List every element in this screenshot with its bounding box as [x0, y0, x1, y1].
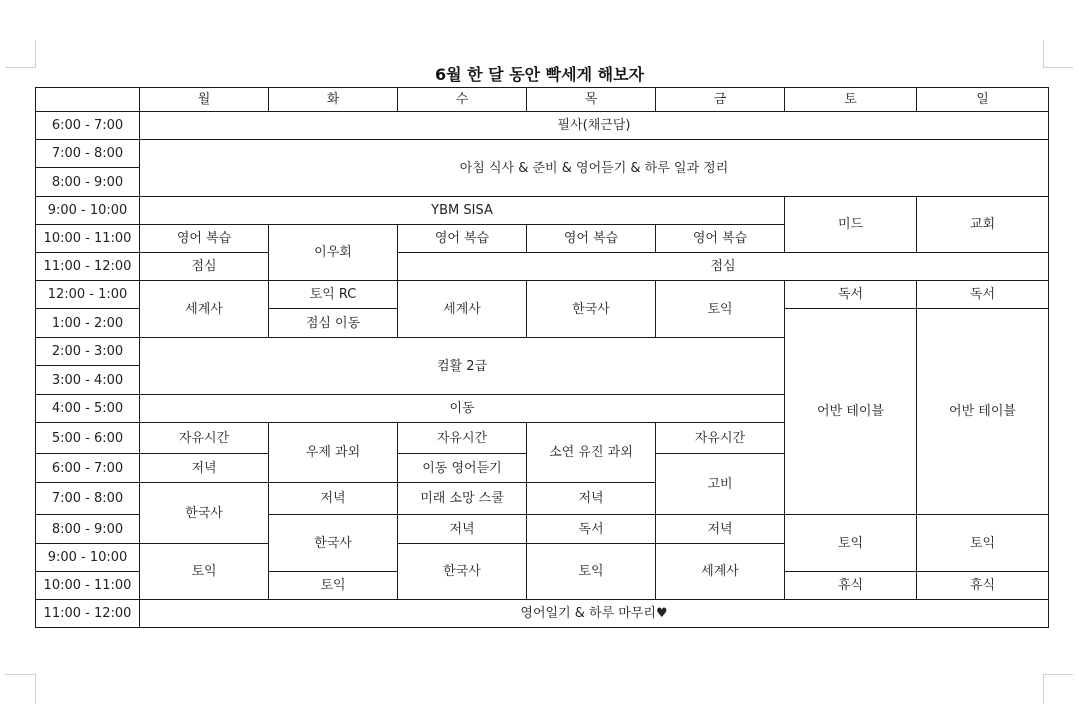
- schedule-cell: YBM SISA: [140, 197, 785, 225]
- time-cell: 10:00 - 11:00: [36, 225, 140, 253]
- schedule-cell: 미래 소망 스쿨: [398, 483, 527, 515]
- schedule-cell: 필사(채근담): [140, 112, 1049, 140]
- schedule-cell: 영어 복습: [398, 225, 527, 253]
- header-row: [36, 88, 1049, 112]
- schedule-cell: 저녁: [656, 515, 785, 544]
- schedule-cell: 자유시간: [398, 423, 527, 454]
- schedule-cell: 어반 테이블: [785, 309, 917, 515]
- schedule-cell: 독서: [527, 515, 656, 544]
- crop-mark: [1043, 674, 1044, 704]
- schedule-cell: 미드: [785, 197, 917, 253]
- schedule-cell: 토익: [785, 515, 917, 572]
- schedule-cell: 저녁: [269, 483, 398, 515]
- schedule-cell: 이우회: [269, 225, 398, 281]
- schedule-table: [35, 87, 1049, 628]
- schedule-cell: 토익: [656, 281, 785, 338]
- day-header-thu: 목: [527, 88, 656, 112]
- time-cell: 10:00 - 11:00: [36, 572, 140, 600]
- crop-mark: [35, 674, 36, 704]
- schedule-cell: 한국사: [398, 544, 527, 600]
- time-cell: 9:00 - 10:00: [36, 197, 140, 225]
- schedule-cell: 소연 유진 과외: [527, 423, 656, 483]
- time-cell: 7:00 - 8:00: [36, 483, 140, 515]
- schedule-cell: 우제 과외: [269, 423, 398, 483]
- schedule-cell: 영어일기 & 하루 마무리♥: [140, 600, 1049, 628]
- schedule-cell: 독서: [917, 281, 1049, 309]
- time-cell: 11:00 - 12:00: [36, 253, 140, 281]
- time-cell: 1:00 - 2:00: [36, 309, 140, 338]
- day-header-sat: 토: [785, 88, 917, 112]
- schedule-cell: 한국사: [140, 483, 269, 544]
- schedule-cell: 토익: [140, 544, 269, 600]
- table-row: [36, 112, 1049, 140]
- schedule-cell: 토익 RC: [269, 281, 398, 309]
- time-cell: 9:00 - 10:00: [36, 544, 140, 572]
- table-row: [36, 600, 1049, 628]
- schedule-cell: 자유시간: [140, 423, 269, 454]
- schedule-cell: 자유시간: [656, 423, 785, 454]
- time-cell: 11:00 - 12:00: [36, 600, 140, 628]
- time-cell: 8:00 - 9:00: [36, 168, 140, 197]
- schedule-cell: 교회: [917, 197, 1049, 253]
- schedule-cell: 점심: [398, 253, 1049, 281]
- schedule-cell: 점심: [140, 253, 269, 281]
- time-cell: 2:00 - 3:00: [36, 338, 140, 366]
- time-cell: 12:00 - 1:00: [36, 281, 140, 309]
- day-header-fri: 금: [656, 88, 785, 112]
- schedule-cell: 영어 복습: [140, 225, 269, 253]
- time-cell: 6:00 - 7:00: [36, 454, 140, 483]
- schedule-cell: 이동: [140, 395, 785, 423]
- table-row: [36, 253, 1049, 281]
- day-header-wed: 수: [398, 88, 527, 112]
- schedule-cell: 점심 이동: [269, 309, 398, 338]
- schedule-cell: 어반 테이블: [917, 309, 1049, 515]
- time-cell: 4:00 - 5:00: [36, 395, 140, 423]
- schedule-cell: 휴식: [785, 572, 917, 600]
- schedule-cell: 컴활 2급: [140, 338, 785, 395]
- day-header-mon: 월: [140, 88, 269, 112]
- table-row: [36, 140, 1049, 168]
- schedule-cell: 영어 복습: [527, 225, 656, 253]
- time-cell: 8:00 - 9:00: [36, 515, 140, 544]
- schedule-cell: 세계사: [140, 281, 269, 338]
- schedule-cell: 한국사: [269, 515, 398, 572]
- schedule-cell: 이동 영어듣기: [398, 454, 527, 483]
- time-cell: 3:00 - 4:00: [36, 366, 140, 395]
- schedule-cell: 아침 식사 & 준비 & 영어듣기 & 하루 일과 정리: [140, 140, 1049, 197]
- crop-mark: [5, 674, 35, 675]
- day-header-sun: 일: [917, 88, 1049, 112]
- time-cell: 6:00 - 7:00: [36, 112, 140, 140]
- day-header-tue: 화: [269, 88, 398, 112]
- time-cell: 5:00 - 6:00: [36, 423, 140, 454]
- schedule-cell: 저녁: [140, 454, 269, 483]
- schedule-cell: 영어 복습: [656, 225, 785, 253]
- schedule-cell: 한국사: [527, 281, 656, 338]
- schedule-cell: 저녁: [398, 515, 527, 544]
- crop-mark: [1043, 674, 1073, 675]
- schedule-cell: 세계사: [398, 281, 527, 338]
- time-cell: 7:00 - 8:00: [36, 140, 140, 168]
- schedule-cell: 토익: [527, 544, 656, 600]
- corner-cell: [36, 88, 140, 112]
- schedule-cell: 휴식: [917, 572, 1049, 600]
- schedule-cell: 독서: [785, 281, 917, 309]
- table-row: [36, 197, 1049, 225]
- schedule-cell: 저녁: [527, 483, 656, 515]
- schedule-cell: 고비: [656, 454, 785, 515]
- schedule-cell: 세계사: [656, 544, 785, 600]
- page-title: 6월 한 달 동안 빡세게 해보자: [434, 65, 644, 84]
- schedule-cell: 토익: [917, 515, 1049, 572]
- table-row: [36, 281, 1049, 309]
- schedule-cell: 토익: [269, 572, 398, 600]
